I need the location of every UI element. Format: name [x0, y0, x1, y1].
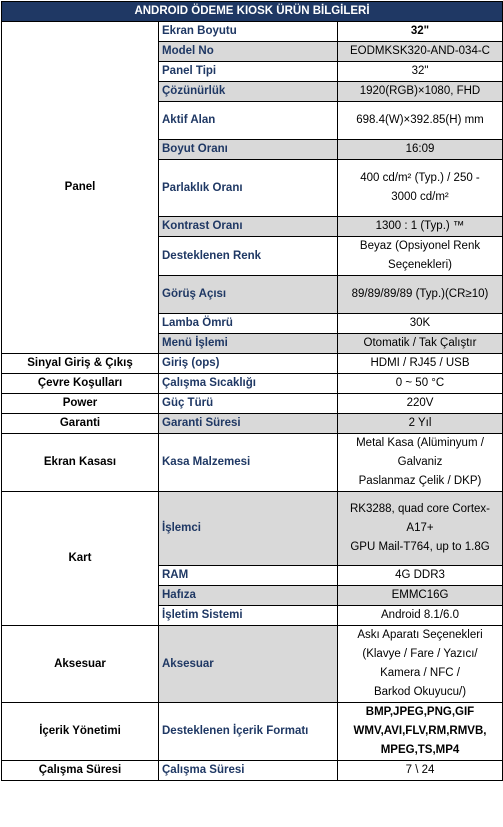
- row-key: Kasa Malzemesi: [159, 434, 338, 492]
- row-key: RAM: [159, 566, 338, 586]
- table-row: [2, 761, 503, 781]
- row-value-line: 400 cd/m² (Typ.) / 250 -: [360, 172, 480, 184]
- row-key: Aksesuar: [159, 626, 338, 703]
- group-label-case: Ekran Kasası: [2, 434, 159, 492]
- row-value: 7 \ 24: [338, 761, 503, 781]
- row-value-line: BMP,JPEG,PNG,GIF: [365, 706, 475, 718]
- group-label-power: Power: [2, 394, 159, 414]
- row-value: 30K: [338, 314, 503, 334]
- row-key: Aktif Alan: [159, 102, 338, 140]
- row-key: Çalışma Sıcaklığı: [159, 374, 338, 394]
- row-value-line: Askı Aparatı Seçenekleri: [357, 629, 483, 641]
- row-value-line: Beyaz (Opsiyonel Renk: [359, 240, 481, 252]
- row-value: 2 Yıl: [338, 414, 503, 434]
- row-value-line: MPEG,TS,MP4: [380, 744, 460, 756]
- group-label-warranty: Garanti: [2, 414, 159, 434]
- row-value-line: Galvaniz: [397, 456, 443, 468]
- row-key: Görüş Açısı: [159, 276, 338, 314]
- table-row: [2, 434, 503, 492]
- row-value: [338, 160, 503, 217]
- group-label-signal: Sinyal Giriş & Çıkış: [2, 354, 159, 374]
- row-key: Kontrast Oranı: [159, 217, 338, 237]
- row-value-line: Barkod Okuyucu/): [373, 686, 467, 698]
- row-value: HDMI / RJ45 / USB: [338, 354, 503, 374]
- row-value: 89/89/89/89 (Typ.)(CR≥10): [338, 276, 503, 314]
- table-row: [2, 394, 503, 414]
- row-key: Güç Türü: [159, 394, 338, 414]
- row-value-line: WMV,AVI,FLV,RM,RMVB,: [353, 725, 487, 737]
- row-value: 4G DDR3: [338, 566, 503, 586]
- row-value: 32": [338, 62, 503, 82]
- row-key: Hafıza: [159, 586, 338, 606]
- row-value-line: 3000 cd/m²: [391, 191, 449, 203]
- group-label-panel: Panel: [2, 22, 159, 354]
- row-key: Lamba Ömrü: [159, 314, 338, 334]
- table-title: ANDROID ÖDEME KIOSK ÜRÜN BİLGİLERİ: [2, 2, 503, 22]
- row-value: [338, 626, 503, 703]
- row-value: 220V: [338, 394, 503, 414]
- table-row: [2, 703, 503, 761]
- group-label-runtime: Çalışma Süresi: [2, 761, 159, 781]
- row-value: 16:09: [338, 140, 503, 160]
- row-value: 0 ~ 50 °C: [338, 374, 503, 394]
- row-value: [338, 434, 503, 492]
- row-key: Çözünürlük: [159, 82, 338, 102]
- row-value: [338, 492, 503, 566]
- table-row: [2, 626, 503, 703]
- row-key: Menü İşlemi: [159, 334, 338, 354]
- row-key: İşlemci: [159, 492, 338, 566]
- row-value-line: Kamera / NFC /: [380, 667, 460, 679]
- row-value: [338, 703, 503, 761]
- row-value: 1300 : 1 (Typ.) ™: [338, 217, 503, 237]
- spec-table: [1, 1, 503, 781]
- row-value: EODMKSK320-AND-034-C: [338, 42, 503, 62]
- row-key: Parlaklık Oranı: [159, 160, 338, 217]
- table-row: [2, 374, 503, 394]
- row-value: 698.4(W)×392.85(H) mm: [338, 102, 503, 140]
- row-value: Otomatik / Tak Çalıştır: [338, 334, 503, 354]
- table-row: [2, 354, 503, 374]
- row-key: Panel Tipi: [159, 62, 338, 82]
- row-key: Çalışma Süresi: [159, 761, 338, 781]
- row-key: Desteklenen İçerik Formatı: [159, 703, 338, 761]
- group-label-card: Kart: [2, 492, 159, 626]
- row-value: Android 8.1/6.0: [338, 606, 503, 626]
- table-row: [2, 492, 503, 566]
- row-value: [338, 237, 503, 276]
- row-value: 1920(RGB)×1080, FHD: [338, 82, 503, 102]
- title-row: [2, 2, 503, 22]
- row-value: EMMC16G: [338, 586, 503, 606]
- table-row: [2, 414, 503, 434]
- row-value-line: RK3288, quad core Cortex-: [350, 503, 490, 515]
- row-key: Giriş (ops): [159, 354, 338, 374]
- group-label-content: İçerik Yönetimi: [2, 703, 159, 761]
- row-key: İşletim Sistemi: [159, 606, 338, 626]
- row-value-line: Paslanmaz Çelik / DKP): [358, 475, 482, 487]
- row-key: Boyut Oranı: [159, 140, 338, 160]
- row-value-line: Metal Kasa (Alüminyum /: [356, 437, 484, 449]
- group-label-environment: Çevre Koşulları: [2, 374, 159, 394]
- row-key: Model No: [159, 42, 338, 62]
- row-value-line: GPU Mail-T764, up to 1.8G: [350, 541, 490, 553]
- row-value-line: (Klavye / Fare / Yazıcı/: [362, 648, 478, 660]
- row-value-line: Seçenekleri): [388, 259, 452, 271]
- row-value-line: A17+: [406, 522, 434, 534]
- row-key: Garanti Süresi: [159, 414, 338, 434]
- table-row: [2, 22, 503, 42]
- row-key: Ekran Boyutu: [159, 22, 338, 42]
- row-value: 32": [338, 22, 503, 42]
- group-label-accessory: Aksesuar: [2, 626, 159, 703]
- row-key: Desteklenen Renk: [159, 237, 338, 276]
